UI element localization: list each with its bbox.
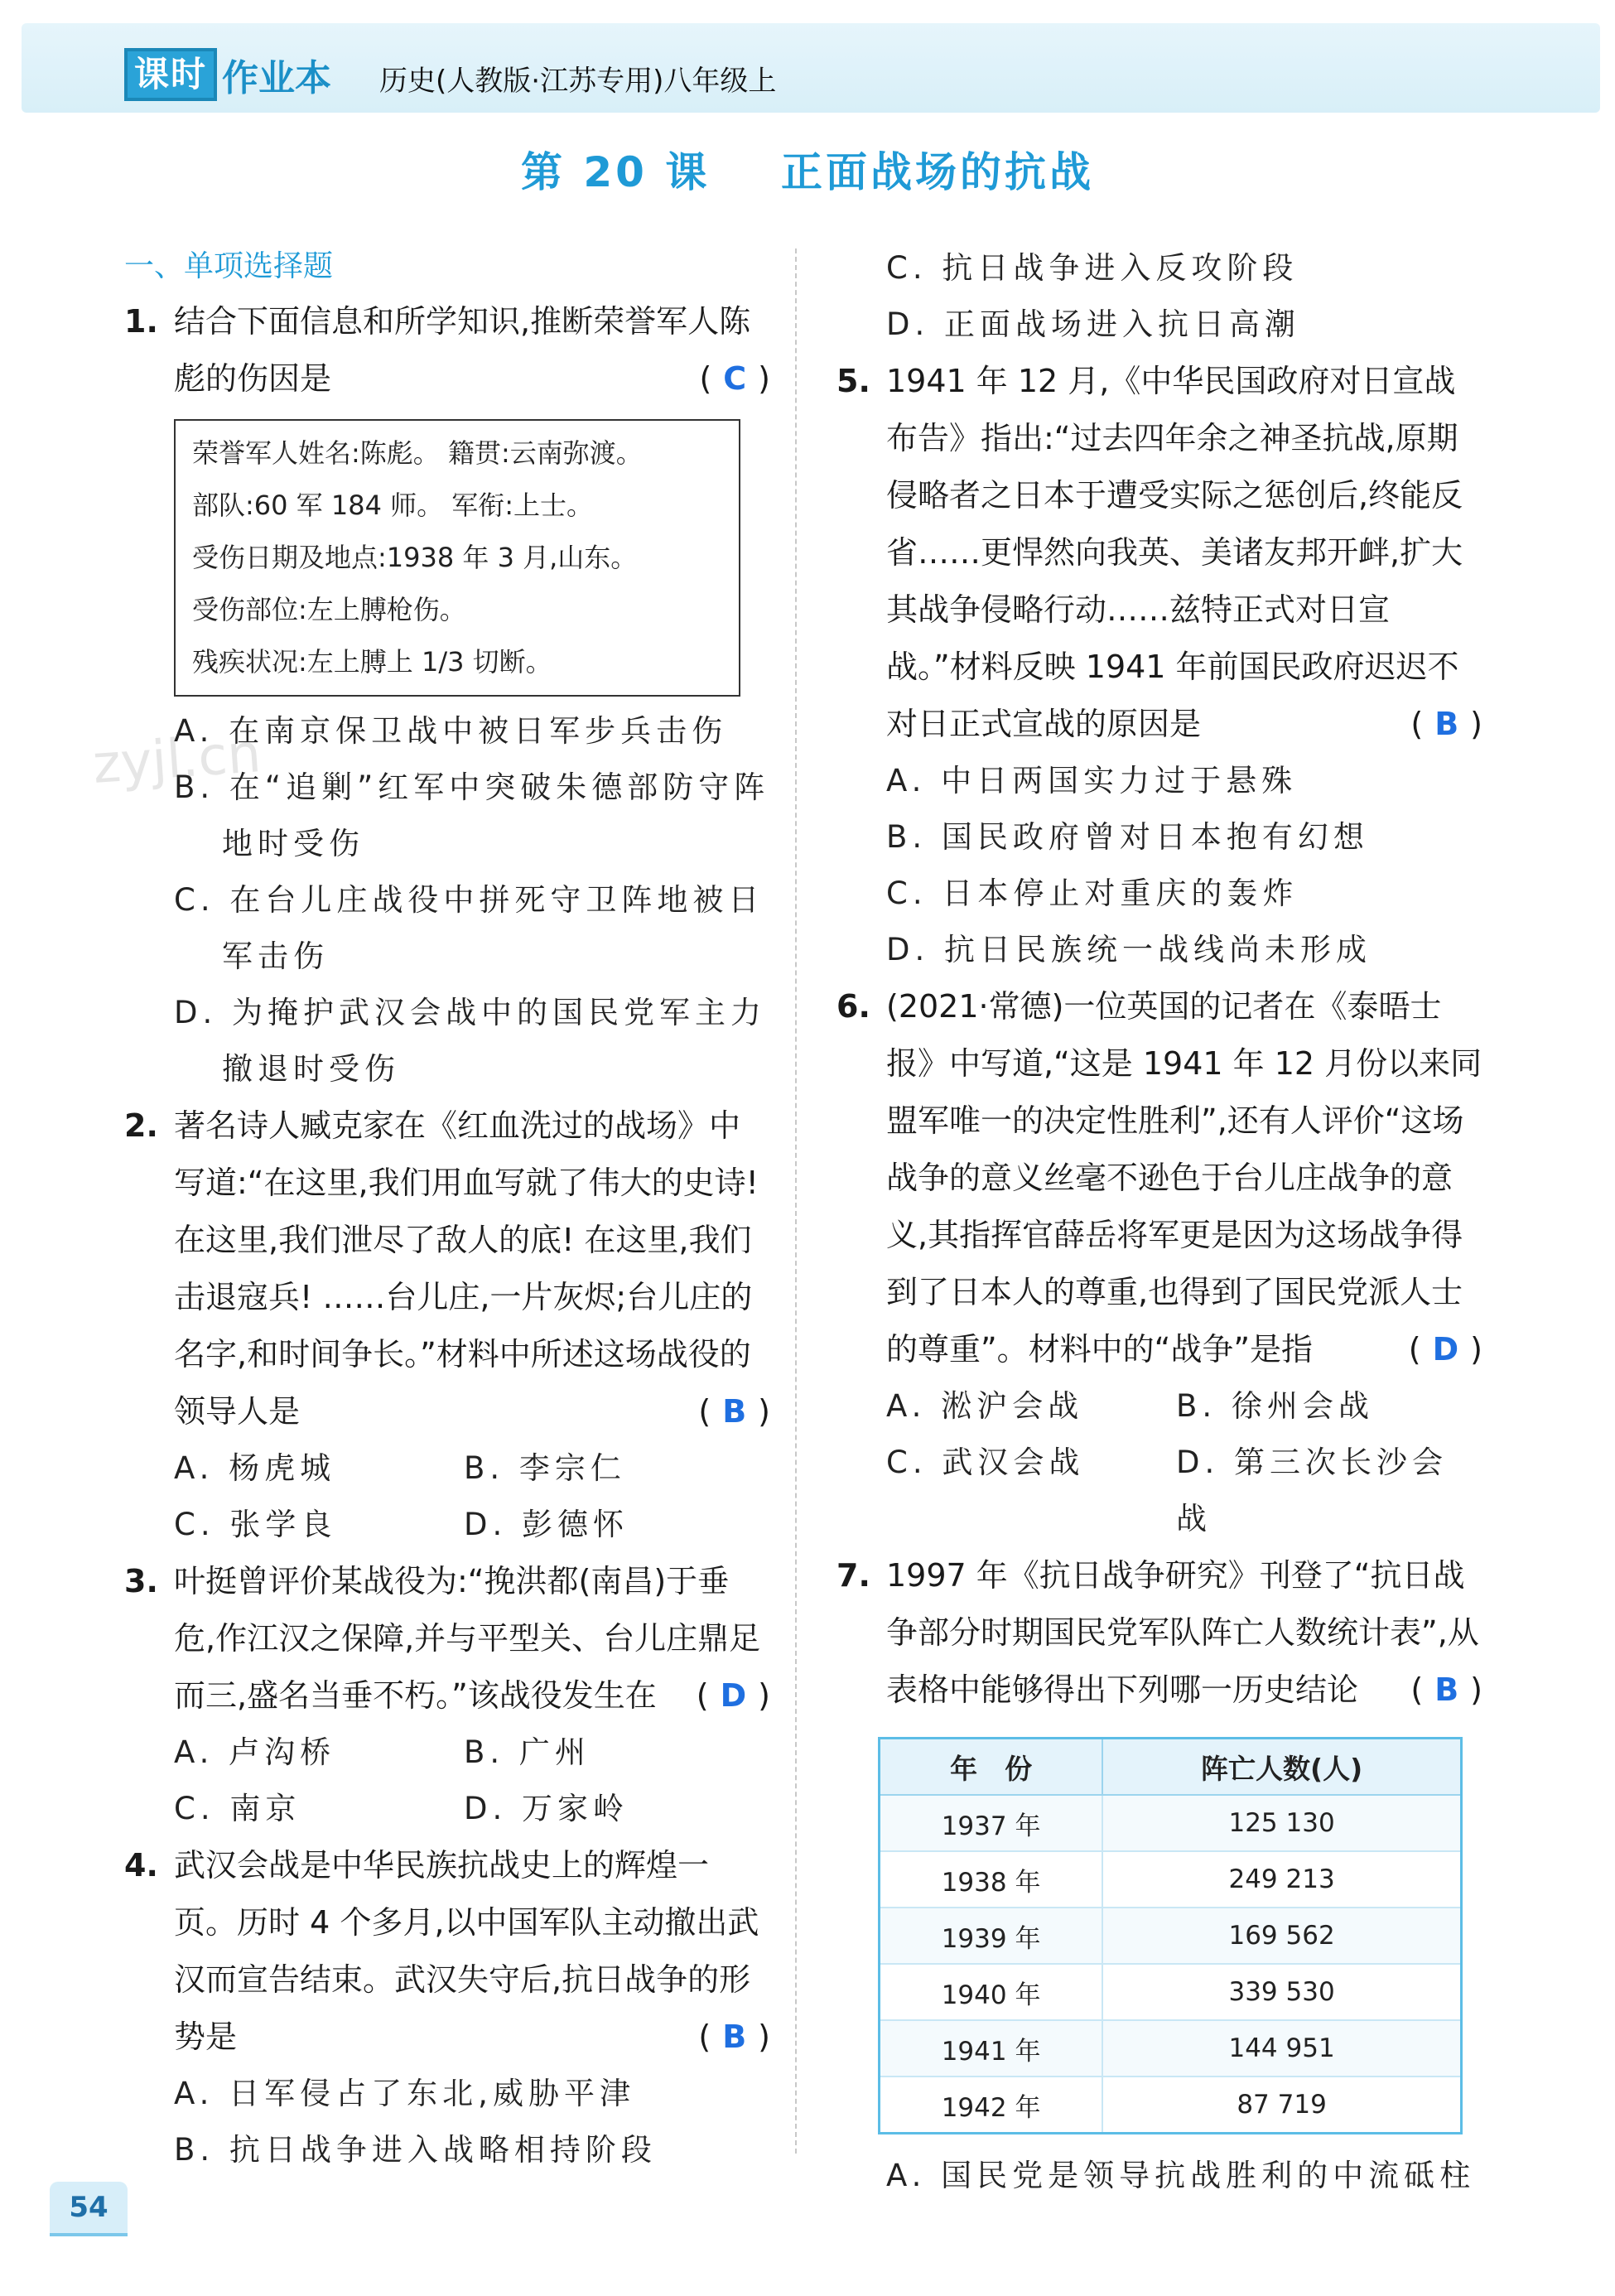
option-b: B. 抗日战争进入战略相持阶段 bbox=[174, 2132, 657, 2168]
table-row bbox=[880, 1795, 1462, 1851]
question-number: 4. bbox=[124, 1847, 158, 1884]
section-heading: 一、单项选择题 bbox=[124, 249, 334, 283]
brand-logo bbox=[124, 48, 331, 101]
answer-bracket: ( C ) bbox=[699, 360, 770, 397]
info-line: 荣誉军人姓名:陈彪。 籍贯:云南弥渡。 bbox=[192, 437, 643, 469]
option-d: D. 彭德怀 bbox=[464, 1507, 629, 1542]
answer: B bbox=[722, 1393, 747, 1430]
option-d: D. 正面战场进入抗日高潮 bbox=[886, 306, 1301, 342]
question-number: 1. bbox=[124, 303, 158, 340]
answer-bracket: ( B ) bbox=[698, 1393, 770, 1430]
brand-box: 课时 bbox=[124, 48, 217, 101]
table-cell: 144 951 bbox=[1102, 2020, 1461, 2077]
question-3 bbox=[124, 1553, 770, 1724]
right-column bbox=[836, 240, 1482, 2204]
column-divider bbox=[795, 248, 797, 2154]
question-number: 3. bbox=[124, 1563, 158, 1599]
question-7 bbox=[836, 1547, 1482, 1719]
left-column bbox=[124, 240, 770, 2178]
answer-bracket: ( B ) bbox=[1410, 1671, 1482, 1708]
option-b: B. 广州 bbox=[464, 1734, 591, 1770]
question-number: 5. bbox=[836, 363, 870, 399]
option-b: B. 在“追剿”红军中突破朱德部防守阵地时受伤 bbox=[174, 769, 770, 861]
table-cell: 169 562 bbox=[1102, 1908, 1461, 1964]
info-line: 部队:60 军 184 师。 军衔:上士。 bbox=[192, 490, 594, 521]
info-line: 受伤部位:左上膊枪伤。 bbox=[192, 594, 466, 625]
table-cell: 87 719 bbox=[1102, 2077, 1461, 2134]
table-row bbox=[880, 2077, 1462, 2134]
question-text: (2021·常德)一位英国的记者在《泰晤士报》中写道,“这是 1941 年 12 月份以来同盟军唯一的决定性胜利”,还有人评价“这场战争的意义丝毫不逊色于台儿庄战争的意义,其指挥官薛岳将军更是因为这场战争得到了日本人的尊重,也得到了国民党派人士的尊重”。材料中的“战争”是指 bbox=[886, 988, 1482, 1367]
question-number: 7. bbox=[836, 1557, 870, 1594]
answer: C bbox=[723, 360, 747, 397]
question-4 bbox=[124, 1837, 770, 2066]
options-row bbox=[174, 1497, 770, 1553]
table-cell: 1937 年 bbox=[880, 1795, 1103, 1851]
option-c: C. 抗日战争进入反攻阶段 bbox=[886, 250, 1299, 286]
answer-bracket: ( D ) bbox=[1408, 1331, 1482, 1367]
question-number: 6. bbox=[836, 988, 870, 1025]
options-row bbox=[174, 1440, 770, 1497]
question-text: 结合下面信息和所学知识,推断荣誉军人陈彪的伤因是 bbox=[174, 303, 751, 397]
table-row bbox=[880, 1908, 1462, 1964]
table-header-row bbox=[880, 1739, 1462, 1796]
option-c: C. 张学良 bbox=[174, 1507, 337, 1542]
options-row bbox=[886, 1435, 1482, 1547]
option-b: B. 徐州会战 bbox=[1176, 1388, 1374, 1424]
table-row bbox=[880, 1964, 1462, 2020]
option-d: D. 万家岭 bbox=[464, 1791, 629, 1826]
table-cell: 1941 年 bbox=[880, 2020, 1103, 2077]
option-a: A. 中日两国实力过于悬殊 bbox=[886, 763, 1298, 798]
answer-bracket: ( B ) bbox=[698, 2019, 770, 2055]
option-b: B. 李宗仁 bbox=[464, 1450, 626, 1486]
lesson-title: 第 20 课 正面战场的抗战 bbox=[520, 148, 1095, 196]
question-1 bbox=[124, 293, 770, 408]
question-2 bbox=[124, 1097, 770, 1440]
options-row bbox=[886, 1378, 1482, 1435]
info-line: 受伤日期及地点:1938 年 3 月,山东。 bbox=[192, 542, 638, 573]
option-a: A. 国民党是领导抗战胜利的中流砥柱 bbox=[886, 2158, 1476, 2193]
watermark: zyjl.cn bbox=[90, 723, 263, 796]
table-cell: 125 130 bbox=[1102, 1795, 1461, 1851]
table-row bbox=[880, 2020, 1462, 2077]
option-c: C. 南京 bbox=[174, 1791, 301, 1826]
option-a: A. 淞沪会战 bbox=[886, 1388, 1084, 1424]
question-text: 叶挺曾评价某战役为:“挽洪都(南昌)于垂危,作江汉之保障,并与平型关、台儿庄鼎足而三,盛名当垂不朽。”该战役发生在 bbox=[174, 1563, 761, 1714]
question-5 bbox=[836, 353, 1482, 753]
table-cell: 1942 年 bbox=[880, 2077, 1103, 2134]
option-d: D. 为掩护武汉会战中的国民党军主力撤退时受伤 bbox=[174, 995, 767, 1087]
option-a: A. 杨虎城 bbox=[174, 1450, 336, 1486]
option-a: A. 在南京保卫战中被日军步兵击伤 bbox=[174, 713, 728, 749]
answer: B bbox=[1434, 706, 1459, 742]
answer-bracket: ( B ) bbox=[1410, 706, 1482, 742]
option-a: A. 日军侵占了东北,威胁平津 bbox=[174, 2076, 635, 2111]
casualty-table bbox=[878, 1737, 1463, 2134]
table-cell: 1940 年 bbox=[880, 1964, 1103, 2020]
option-c: C. 武汉会战 bbox=[886, 1445, 1085, 1480]
question-text: 1941 年 12 月,《中华民国政府对日宣战布告》指出:“过去四年余之神圣抗战,原期侵略者之日本于遭受实际之惩创后,终能反省……更悍然向我英、美诸友邦开衅,扩大其战争侵略行动……兹特正式对日宣战。”材料反映 1941 年前国民政府迟迟不对日正式宣战的原因是 bbox=[886, 363, 1463, 742]
info-line: 残疾状况:左上膊上 1/3 切断。 bbox=[192, 646, 552, 678]
table-header: 年 份 bbox=[880, 1739, 1103, 1796]
question-text: 著名诗人臧克家在《红血洗过的战场》中写道:“在这里,我们用血写就了伟大的史诗! 在这里,我们泄尽了敌人的底! 在这里,我们击退寇兵! ……台儿庄,一片灰烬;台儿庄的名字,和时间争长。”材料中所述这场战役的领导人是 bbox=[174, 1107, 759, 1430]
option-d: D. 第三次长沙会战 bbox=[1176, 1445, 1449, 1536]
answer: B bbox=[722, 2019, 747, 2055]
option-c: C. 日本停止对重庆的轰炸 bbox=[886, 875, 1299, 911]
answer: B bbox=[1434, 1671, 1459, 1708]
options-row bbox=[174, 1781, 770, 1837]
table-row bbox=[880, 1851, 1462, 1908]
question-6 bbox=[836, 978, 1482, 1378]
question-text: 1997 年《抗日战争研究》刊登了“抗日战争部分时期国民党军队阵亡人数统计表”,从表格中能够得出下列哪一历史结论 bbox=[886, 1557, 1479, 1708]
option-c: C. 在台儿庄战役中拼死守卫阵地被日军击伤 bbox=[174, 882, 764, 974]
table-cell: 339 530 bbox=[1102, 1964, 1461, 2020]
table-header: 阵亡人数(人) bbox=[1102, 1739, 1461, 1796]
page-number: 54 bbox=[50, 2182, 128, 2236]
answer: D bbox=[720, 1677, 747, 1714]
table-cell: 1938 年 bbox=[880, 1851, 1103, 1908]
table-cell: 1939 年 bbox=[880, 1908, 1103, 1964]
book-subject: 历史(人教版·江苏专用)八年级上 bbox=[379, 65, 777, 98]
options-row bbox=[174, 1724, 770, 1781]
question-text: 武汉会战是中华民族抗战史上的辉煌一页。历时 4 个多月,以中国军队主动撤出武汉而宣告结束。武汉失守后,抗日战争的形势是 bbox=[174, 1847, 759, 2055]
option-d: D. 抗日民族统一战线尚未形成 bbox=[886, 932, 1372, 967]
option-a: A. 卢沟桥 bbox=[174, 1734, 336, 1770]
option-b: B. 国民政府曾对日本抱有幻想 bbox=[886, 819, 1369, 855]
brand-text: 作业本 bbox=[222, 57, 332, 99]
answer: D bbox=[1432, 1331, 1459, 1367]
table-cell: 249 213 bbox=[1102, 1851, 1461, 1908]
info-box bbox=[174, 419, 740, 697]
answer-bracket: ( D ) bbox=[696, 1677, 770, 1714]
question-number: 2. bbox=[124, 1107, 158, 1144]
